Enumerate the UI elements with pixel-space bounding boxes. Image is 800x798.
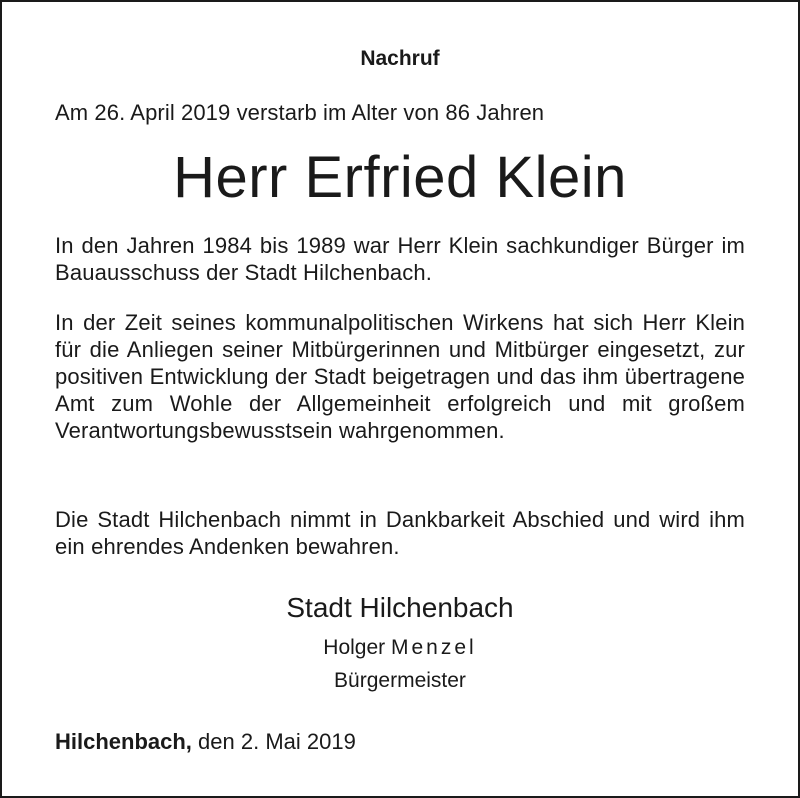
signature-person bbox=[55, 634, 745, 662]
place-and-date bbox=[55, 728, 745, 756]
signatory-last-name: Menzel bbox=[391, 636, 477, 659]
paragraph-service: In den Jahren 1984 bis 1989 war Herr Klein sachkundiger Bürger im Bauausschuss der Stadt Hilchenbach. bbox=[55, 233, 745, 285]
death-announcement-line: Am 26. April 2019 verstarb im Alter von 86 Jahren bbox=[55, 100, 545, 125]
paragraph-merits: In der Zeit seines kommunalpolitischen Wirkens hat sich Herr Klein für die Anliegen seiner Mitbürgerinnen und Mitbürger eingesetzt, zur positiven Entwicklung der Stadt beigetragen und das ihm übertragene Amt zum Wohle der Allgemeinheit erfolgreich und mit großem Verantwortungsbewusstsein wahrgenommen. bbox=[55, 310, 745, 443]
signatory-title: Bürgermeister bbox=[334, 669, 466, 692]
place-name: Hilchenbach, bbox=[55, 729, 192, 754]
notice-heading: Nachruf bbox=[360, 47, 440, 70]
signatory-first-name: Holger bbox=[323, 636, 386, 659]
notice-date: den 2. Mai 2019 bbox=[198, 729, 356, 754]
paragraph-farewell: Die Stadt Hilchenbach nimmt in Dankbarkeit Abschied und wird ihm ein ehrendes Andenken bewahren. bbox=[55, 507, 745, 559]
deceased-name: Herr Erfried Klein bbox=[173, 145, 627, 210]
signature-organization: Stadt Hilchenbach bbox=[286, 592, 514, 623]
